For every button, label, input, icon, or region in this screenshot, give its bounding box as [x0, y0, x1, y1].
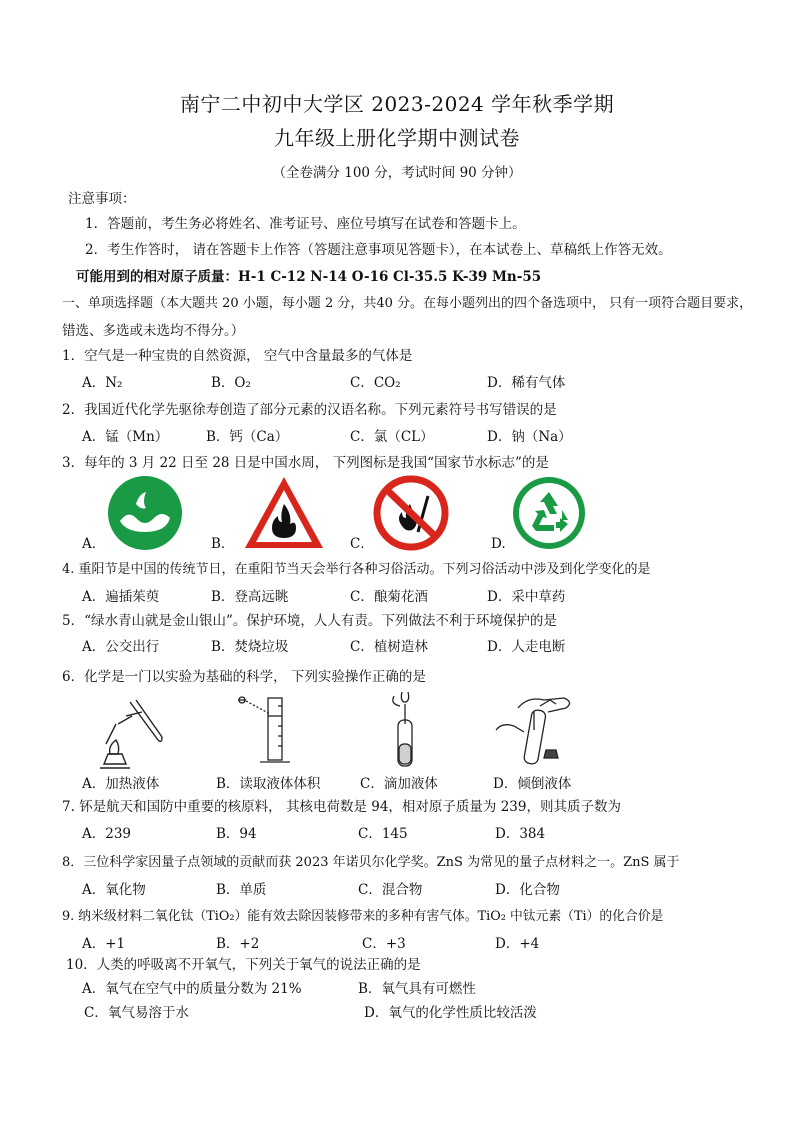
question-2-option-b: B．钙（Ca） [206, 429, 289, 445]
reading-volume-icon [234, 692, 294, 772]
question-4-option-c: C．酿菊花酒 [350, 589, 428, 605]
notice-heading: 注意事项： [68, 191, 136, 207]
exam-subtitle: 九年级上册化学期中测试卷 [274, 126, 520, 150]
heating-liquid-icon [96, 694, 176, 772]
question-6-option-c: C．滴加液体 [360, 776, 438, 792]
question-5-option-b: B．焚烧垃圾 [211, 639, 289, 655]
question-6-option-a: A．加热液体 [82, 776, 160, 792]
question-4-option-b: B．登高远眺 [211, 589, 289, 605]
question-7-option-a: A．239 [82, 826, 132, 842]
question-1-option-b: B．O₂ [211, 375, 251, 391]
question-9-option-c: C．+3 [362, 936, 406, 952]
question-1-option-c: C．CO₂ [350, 375, 401, 391]
question-9-option-b: B．+2 [216, 936, 260, 952]
question-3-stem: 3．每年的 3 月 22 日至 28 日是中国水周， 下列图标是我国“国家节水标志”的是 [62, 455, 549, 471]
water-saving-logo-icon [106, 474, 184, 552]
atomic-masses: 可能用到的相对原子质量：H-1 C-12 N-14 O-16 Cl-35.5 K-39 Mn-55 [76, 269, 542, 285]
flammable-warning-icon [242, 474, 326, 552]
question-1-option-d: D．稀有气体 [487, 375, 566, 391]
question-9-option-d: D．+4 [495, 936, 540, 952]
question-9-stem: 9. 纳米级材料二氧化钛（TiO₂）能有效去除因装修带来的多种有害气体。TiO₂ 中钛元素（Ti）的化合价是 [62, 909, 664, 924]
question-7-option-c: C．145 [358, 826, 408, 842]
question-10-option-c: C．氧气易溶于水 [84, 1005, 189, 1021]
question-3-option-b: B． [211, 536, 235, 552]
question-10-option-d: D．氧气的化学性质比较活泼 [364, 1005, 537, 1021]
question-6-stem: 6．化学是一门以实验为基础的科学， 下列实验操作正确的是 [62, 669, 426, 685]
no-fire-icon [372, 474, 450, 552]
exam-title: 南宁二中初中大学区 2023-2024 学年秋季学期 [179, 92, 615, 116]
question-10-stem: 10．人类的呼吸离不开氧气，下列关于氧气的说法正确的是 [66, 957, 421, 973]
question-3-option-a: A． [82, 536, 106, 552]
question-2-option-a: A．锰（Mn） [82, 429, 169, 445]
question-5-stem: 5．“绿水青山就是金山银山”。保护环境，人人有责。下列做法不利于环境保护的是 [62, 613, 557, 629]
question-8-option-b: B．单质 [216, 882, 267, 898]
dropping-liquid-icon [386, 690, 426, 772]
question-1-stem: 1．空气是一种宝贵的自然资源， 空气中含量最多的气体是 [62, 348, 413, 364]
question-10-option-a: A．氧气在空气中的质量分数为 21% [82, 981, 302, 997]
question-1-option-a: A．N₂ [82, 375, 123, 391]
recycle-icon [510, 474, 588, 552]
question-5-option-d: D．人走电断 [487, 639, 566, 655]
section-1-line-2: 错选、多选或未选均不得分。） [62, 323, 245, 339]
question-8-stem: 8．三位科学家因量子点领域的贡献而获 2023 年诺贝尔化学奖。ZnS 为常见的量子点材料之一。ZnS 属于 [62, 855, 680, 870]
question-8-option-a: A．氧化物 [82, 882, 146, 898]
question-8-option-d: D．化合物 [495, 882, 560, 898]
question-4-option-a: A．遍插茱萸 [82, 589, 160, 605]
question-2-stem: 2．我国近代化学先驱徐寿创造了部分元素的汉语名称。下列元素符号书写错误的是 [62, 402, 557, 418]
question-7-stem: 7. 钚是航天和国防中重要的核原料， 其核电荷数是 94，相对原子质量为 239，则其质子数为 [62, 799, 621, 815]
question-5-option-c: C．植树造林 [350, 639, 428, 655]
question-6-option-b: B．读取液体体积 [216, 776, 321, 792]
question-8-option-c: C．混合物 [358, 882, 423, 898]
question-7-option-d: D．384 [495, 826, 546, 842]
question-5-option-a: A．公交出行 [82, 639, 160, 655]
question-2-option-d: D．钠（Na） [487, 429, 572, 445]
question-4-option-d: D．采中草药 [487, 589, 566, 605]
section-1-line-1: 一、单项选择题（本大题共 20 小题，每小题 2 分，共40 分。在每小题列出的四个备选项中， 只有一项符合题目要求， [62, 296, 753, 311]
pouring-liquid-icon [488, 686, 578, 772]
question-3-option-c: C． [350, 536, 374, 552]
question-4-stem: 4. 重阳节是中国的传统节日，在重阳节当天会举行各种习俗活动。下列习俗活动中涉及到化学变化的是 [62, 562, 651, 577]
question-2-option-c: C．氯（CL） [350, 429, 434, 445]
question-7-option-b: B．94 [216, 826, 257, 842]
notice-item-1: 1．答题前，考生务必将姓名、准考证号、座位号填写在试卷和答题卡上。 [85, 216, 526, 232]
question-3-option-d: D. [491, 536, 506, 552]
question-9-option-a: A．+1 [82, 936, 126, 952]
notice-item-2: 2．考生作答时， 请在答题卡上作答（答题注意事项见答题卡），在本试卷上、草稿纸上作答无效。 [85, 242, 672, 258]
question-6-option-d: D．倾倒液体 [493, 776, 572, 792]
question-10-option-b: B．氧气具有可燃性 [358, 981, 476, 997]
exam-info: （全卷满分 100 分，考试时间 90 分钟） [272, 165, 522, 181]
